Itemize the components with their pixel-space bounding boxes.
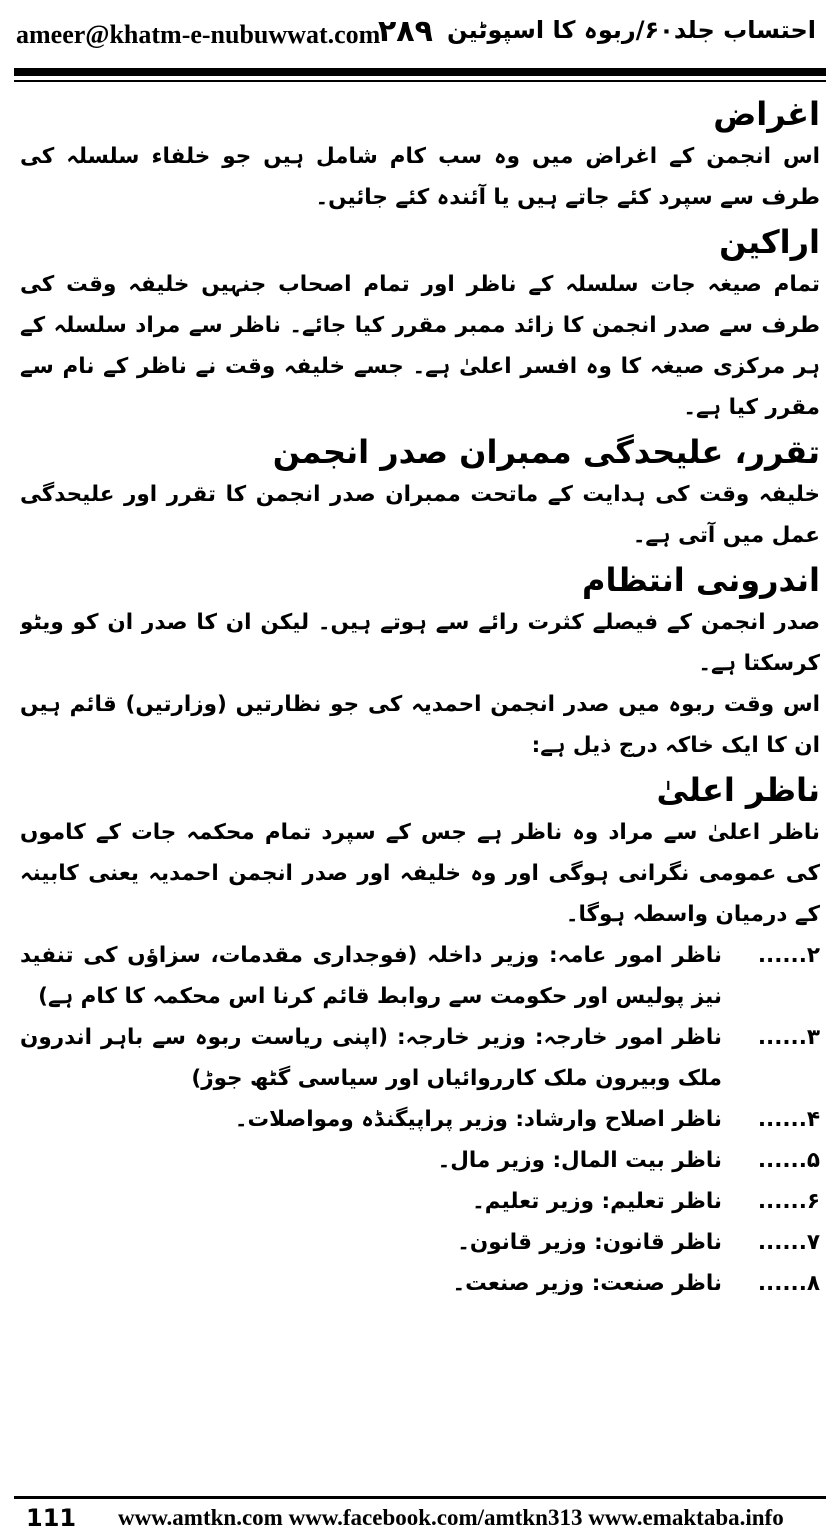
list-item-number: ۷...... (757, 1230, 820, 1255)
list-item (20, 935, 820, 1017)
heading-arakeen: اراکین (719, 223, 820, 261)
list-item-number: ۸...... (757, 1271, 820, 1296)
list-item-text: ناظر قانون: وزیر قانون۔ (457, 1230, 722, 1255)
list-item (20, 1140, 820, 1181)
header-book-title: احتساب جلد۶۰/ربوہ کا اسپوٹین (447, 16, 816, 44)
list-item (20, 1017, 820, 1099)
header-rule-thin (14, 80, 826, 82)
list-item-number: ۴...... (757, 1107, 820, 1132)
list-item-number: ۲...... (757, 943, 820, 968)
paragraph-nazir-ala: ناظر اعلیٰ سے مراد وہ ناظر ہے جس کے سپرد تمام محکمہ جات کے کاموں کی عمومی نگرانی ہوگی اور وہ خلیفہ اور صدر انجمن احمدیہ یعنی کابینہ کے درمیان واسطہ ہوگا۔ (20, 820, 820, 927)
header-email: ameer@khatm-e-nubuwwat.com (16, 20, 381, 49)
list-item-number: ۶...... (757, 1189, 820, 1214)
list-item-text: ناظر اصلاح وارشاد: وزیر پراپیگنڈہ ومواصلات۔ (234, 1107, 722, 1132)
list-item-number: ۳...... (757, 1025, 820, 1050)
list-item-text: ناظر بیت المال: وزیر مال۔ (437, 1148, 722, 1173)
list-item-text: ناظر صنعت: وزیر صنعت۔ (452, 1271, 722, 1296)
paragraph-andaruni-2: اس وقت ربوہ میں صدر انجمن احمدیہ کی جو نظارتیں (وزارتیں) قائم ہیں ان کا ایک خاکہ درج ذیل ہے: (20, 692, 820, 758)
heading-nazir-ala: ناظر اعلیٰ (656, 771, 820, 809)
list-item-number: ۵...... (757, 1148, 820, 1173)
heading-aghraz: اغراض (713, 95, 820, 133)
heading-taqarrur: تقرر، علیحدگی ممبران صدر انجمن (272, 433, 820, 471)
list-item-text: ناظر امور خارجہ: وزیر خارجہ: (اپنی ریاست ربوہ سے باہر اندرون ملک وبیرون ملک کارروائیاں اور سیاسی گٹھ جوڑ) (20, 1025, 722, 1091)
list-item (20, 1181, 820, 1222)
list-item-text: ناظر امور عامہ: وزیر داخلہ (فوجداری مقدمات، سزاؤں کی تنفید نیز پولیس اور حکومت سے روابط قائم کرنا اس محکمہ کا کام ہے) (20, 943, 722, 1009)
paragraph-arakeen: تمام صیغہ جات سلسلہ کے ناظر اور تمام اصحاب جنہیں خلیفہ وقت کی طرف سے صدر انجمن کا زائد ممبر مقرر کیا جائے۔ ناظر سے مراد سلسلہ کے ہر مرکزی صیغہ کا وہ افسر اعلیٰ ہے۔ جسے خلیفہ وقت نے ناظر کے نام سے مقرر کیا ہے۔ (20, 272, 820, 420)
heading-andaruni: اندرونی انتظام (582, 561, 820, 599)
nazir-list (20, 935, 820, 1304)
main-text (20, 90, 820, 1500)
header-page-number: ۲۸۹ (378, 14, 433, 49)
list-item (20, 1099, 820, 1140)
paragraph-andaruni-1: صدر انجمن کے فیصلے کثرت رائے سے ہوتے ہیں۔ لیکن ان کا صدر ان کو ویٹو کرسکتا ہے۔ (20, 610, 820, 676)
paragraph-taqarrur: خلیفہ وقت کی ہدایت کے ماتحت ممبران صدر انجمن کا تقرر اور علیحدگی عمل میں آتی ہے۔ (20, 482, 820, 548)
footer-links: www.amtkn.com www.facebook.com/amtkn313 www.emaktaba.info (118, 1505, 784, 1530)
header-rule-thick (14, 68, 826, 76)
list-item (20, 1263, 820, 1304)
footer-rule (14, 1496, 826, 1499)
paragraph-aghraz: اس انجمن کے اغراض میں وہ سب کام شامل ہیں جو خلفاء سلسلہ کی طرف سے سپرد کئے جاتے ہیں یا آئندہ کئے جائیں۔ (20, 144, 820, 210)
list-item (20, 1222, 820, 1263)
list-item-text: ناظر تعلیم: وزیر تعلیم۔ (472, 1189, 722, 1214)
footer-page-number: 111 (26, 1504, 77, 1532)
